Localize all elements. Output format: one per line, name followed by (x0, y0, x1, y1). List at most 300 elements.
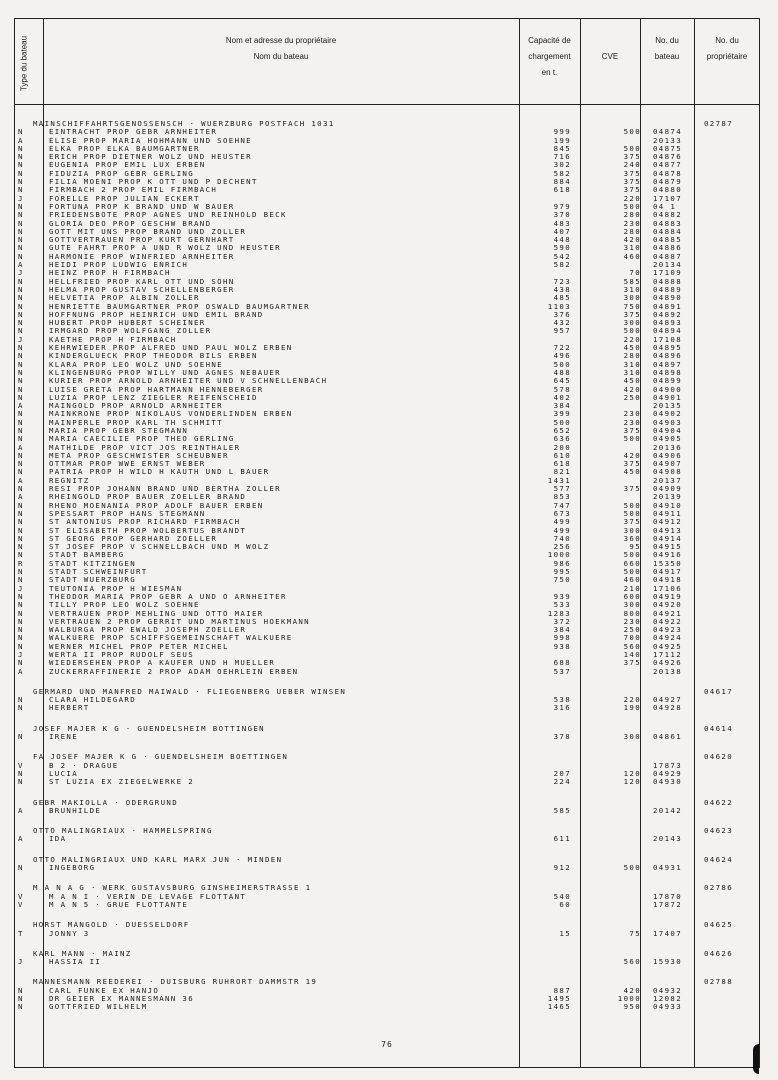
name-cell: MARIA CAECILIE PROP THEO GERLING (49, 434, 235, 444)
cve-cell: 375 (623, 185, 641, 195)
name-cell: HELMA PROP GUSTAV SCHELLENBERGER (49, 284, 235, 294)
capacity-cell: 747 (553, 500, 571, 510)
type-cell: N (18, 533, 24, 543)
cve-cell: 450 (623, 376, 641, 386)
cve-cell: 375 (623, 425, 641, 435)
owner-number-cell: 04617 (704, 686, 733, 696)
name-cell: B 2 · DRAGUE (49, 760, 119, 770)
name-cell: ST ELISABETH PROP WOLBERTUS BRANDT (49, 525, 247, 535)
cve-cell: 220 (623, 334, 641, 344)
capacity-cell: 200 (553, 442, 571, 452)
name-cell: M A N A G · WERK GUSTAVSBURG GINSHEIMERSTRASSE 1 (33, 883, 312, 893)
owner-number-cell: 02787 (704, 119, 733, 128)
cve-cell: 230 (623, 616, 641, 626)
name-cell: MAINGOLD PROP ARNOLD ARNHEITER (49, 401, 223, 411)
capacity-cell: 995 (553, 567, 571, 577)
type-cell: N (18, 226, 24, 236)
boat-number-cell: 04897 (653, 359, 682, 369)
boat-number-cell: 04905 (653, 434, 682, 444)
capacity-cell: 499 (553, 525, 571, 535)
name-cell: MATHILDE PROP VICT JOS REINTHALER (49, 442, 241, 452)
name-cell: MAINSCHIFFAHRTSGENOSSENSCH · WUERZBURG POSTFACH 1031 (33, 119, 335, 128)
boat-number-cell: 04875 (653, 143, 682, 153)
cve-cell: 420 (623, 384, 641, 394)
capacity-cell: 582 (553, 168, 571, 178)
header-owner (43, 33, 519, 65)
capacity-cell: 688 (553, 658, 571, 668)
name-cell: THEODOR MARIA PROP GEBR A UND O ARNHEITER (49, 591, 287, 601)
boat-number-cell: 04906 (653, 450, 682, 460)
capacity-cell: 884 (553, 177, 571, 187)
name-cell: STADT WUERZBURG (49, 575, 136, 585)
name-cell: FORTUNA PROP K BRAND UND W BAUER (49, 201, 235, 211)
type-cell: N (18, 695, 24, 705)
type-cell: N (18, 703, 24, 713)
name-cell: HORST MANGOLD · DUESSELDORF (33, 920, 190, 930)
capacity-cell: 645 (553, 376, 571, 386)
owner-row (15, 950, 759, 958)
boat-number-cell: 04900 (653, 384, 682, 394)
cve-cell: 560 (623, 641, 641, 651)
type-cell: N (18, 160, 24, 170)
type-cell: J (18, 650, 24, 659)
type-cell: N (18, 641, 24, 651)
boat-number-cell: 04874 (653, 127, 682, 137)
type-cell: N (18, 326, 24, 336)
boat-number-cell: 04920 (653, 600, 682, 610)
name-cell: INGEBORG (49, 863, 96, 873)
capacity-cell: 199 (553, 135, 571, 145)
type-cell: N (18, 417, 24, 427)
table-row (15, 668, 759, 676)
capacity-cell: 853 (553, 492, 571, 502)
type-cell: N (18, 500, 24, 510)
owner-row (15, 921, 759, 929)
capacity-cell: 485 (553, 293, 571, 303)
boat-number-cell: 04885 (653, 235, 682, 245)
name-cell: STADT SCHWEINFURT (49, 567, 148, 577)
type-cell: A (18, 834, 24, 844)
capacity-cell: 496 (553, 351, 571, 361)
cve-cell: 375 (623, 309, 641, 319)
owner-number-cell: 02786 (704, 883, 733, 893)
capacity-cell: 998 (553, 633, 571, 643)
name-cell: KEHRWIEDER PROP ALFRED UND PAUL WOLZ ERBEN (49, 343, 293, 353)
type-cell: N (18, 633, 24, 643)
boat-number-cell: 04932 (653, 985, 682, 995)
cve-cell: 210 (623, 583, 641, 593)
header-type: Type du bateau (19, 35, 29, 92)
capacity-cell: 384 (553, 625, 571, 635)
name-cell: WERNER MICHEL PROP PETER MICHEL (49, 641, 229, 651)
name-cell: DR GEIER EX MANNESMANN 36 (49, 994, 194, 1004)
capacity-cell: 673 (553, 508, 571, 518)
name-cell: GUTE FAHRT PROP A UND R WOLZ UND HEUSTER (49, 243, 281, 253)
cve-cell: 1000 (617, 994, 641, 1004)
cve-cell: 280 (623, 226, 641, 236)
boat-number-cell: 04861 (653, 732, 682, 742)
cve-cell: 220 (623, 695, 641, 705)
cve-cell: 375 (623, 168, 641, 178)
type-cell: N (18, 392, 24, 402)
type-cell: T (18, 928, 24, 938)
boat-number-cell: 04887 (653, 251, 682, 261)
cve-cell: 450 (623, 343, 641, 353)
type-cell: A (18, 260, 24, 270)
owner-number-cell: 04625 (704, 920, 733, 930)
capacity-cell: 407 (553, 226, 571, 236)
name-cell: EUGENIA PROP EMIL LUX ERBEN (49, 160, 206, 170)
owner-number-cell: 04622 (704, 797, 733, 807)
type-cell: N (18, 143, 24, 153)
name-cell: VERTRAUEN 2 PROP GERRIT UND MARTINUS HOEKMANN (49, 616, 310, 626)
cve-cell: 230 (623, 417, 641, 427)
cve-cell: 310 (623, 367, 641, 377)
header-capacity-line2: chargement (528, 52, 571, 61)
boat-number-cell: 04 1 (653, 201, 677, 211)
capacity-cell: 723 (553, 276, 571, 286)
name-cell: GERMARD UND MANFRED MAIWALD · FLIEGENBERG UEBER WINSEN (33, 686, 347, 696)
boat-number-cell: 04901 (653, 392, 682, 402)
boat-number-cell: 17109 (653, 268, 682, 278)
capacity-cell: 740 (553, 533, 571, 543)
cve-cell: 375 (623, 658, 641, 668)
header-cve: CVE (601, 52, 619, 61)
type-cell: J (18, 193, 24, 203)
type-cell: N (18, 276, 24, 286)
type-cell: N (18, 152, 24, 162)
boat-number-cell: 04876 (653, 152, 682, 162)
name-cell: OTTO MALINGRIAUX UND KARL MARX JUN · MINDEN (33, 854, 283, 864)
name-cell: HEINZ PROP H FIRMBACH (49, 268, 171, 278)
punch-hole-mark (753, 1044, 759, 1074)
cve-cell: 280 (623, 351, 641, 361)
capacity-cell: 578 (553, 384, 571, 394)
cve-cell: 280 (623, 210, 641, 220)
type-cell: N (18, 600, 24, 610)
type-cell: N (18, 550, 24, 560)
capacity-cell: 722 (553, 343, 571, 353)
type-cell: N (18, 658, 24, 668)
header-boat-line2: bateau (654, 52, 680, 61)
boat-number-cell: 17106 (653, 583, 682, 593)
type-cell: N (18, 293, 24, 303)
type-cell: N (18, 863, 24, 873)
name-cell: STADT KITZINGEN (49, 558, 136, 568)
boat-number-cell: 04904 (653, 425, 682, 435)
name-cell: WIEDERSEHEN PROP A KAUFER UND H MUELLER (49, 658, 276, 668)
type-cell: A (18, 492, 24, 502)
boat-number-cell: 04894 (653, 326, 682, 336)
capacity-cell: 537 (553, 666, 571, 676)
owner-row (15, 856, 759, 864)
capacity-cell: 533 (553, 600, 571, 610)
name-cell: FIDUZIA PROP GEBR GERLING (49, 168, 194, 178)
cve-cell: 420 (623, 450, 641, 460)
name-cell: GOTTVERTRAUEN PROP KURT GERNHART (49, 235, 235, 245)
type-cell: N (18, 459, 24, 469)
boat-number-cell: 04933 (653, 1002, 682, 1012)
capacity-cell: 224 (553, 777, 571, 787)
capacity-cell: 488 (553, 367, 571, 377)
boat-number-cell: 17107 (653, 193, 682, 203)
name-cell: PATRIA PROP H WILD H KAUTH UND L BAUER (49, 467, 270, 477)
cve-cell: 375 (623, 517, 641, 527)
row-spacer (15, 713, 759, 725)
boat-number-cell: 04923 (653, 625, 682, 635)
header-boat-no (640, 33, 694, 65)
capacity-cell: 577 (553, 484, 571, 494)
boat-number-cell: 20134 (653, 260, 682, 270)
cve-cell: 500 (623, 508, 641, 518)
boat-number-cell: 04929 (653, 768, 682, 778)
capacity-cell: 499 (553, 517, 571, 527)
type-cell: N (18, 218, 24, 228)
name-cell: META PROP GESCHWISTER SCHEUBNER (49, 450, 229, 460)
capacity-cell: 399 (553, 409, 571, 419)
name-cell: TEUTONIA PROP H WIESMAN (49, 583, 183, 593)
boat-number-cell: 04927 (653, 695, 682, 705)
name-cell: IDA (49, 834, 67, 844)
name-cell: HERBERT (49, 703, 90, 713)
boat-number-cell: 04884 (653, 226, 682, 236)
capacity-cell: 986 (553, 558, 571, 568)
boat-number-cell: 04915 (653, 542, 682, 552)
boat-number-cell: 15930 (653, 957, 682, 967)
type-cell: N (18, 985, 24, 995)
type-cell: V (18, 760, 24, 770)
capacity-cell: 432 (553, 318, 571, 328)
cve-cell: 420 (623, 985, 641, 995)
name-cell: MAINPERLE PROP KARL TH SCHMITT (49, 417, 223, 427)
header-capacity (519, 33, 580, 81)
type-cell: N (18, 185, 24, 195)
capacity-cell: 845 (553, 143, 571, 153)
name-cell: WERTA II PROP RUDOLF SEUS (49, 650, 194, 659)
name-cell: OTTMAR PROP WWE ERNST WEBER (49, 459, 206, 469)
table-frame (14, 18, 760, 1068)
boat-number-cell: 04909 (653, 484, 682, 494)
name-cell: MANNESMANN REEDEREI · DUISBURG RUHRORT DAMMSTR 19 (33, 977, 318, 987)
capacity-cell: 1103 (547, 301, 571, 311)
boat-number-cell: 04892 (653, 309, 682, 319)
table-row (15, 930, 759, 938)
boat-number-cell: 04916 (653, 550, 682, 560)
cve-cell: 230 (623, 409, 641, 419)
name-cell: ZUCKERRAFFINERIE 2 PROP ADAM OEHRLEIN ERBEN (49, 666, 299, 676)
capacity-cell: 376 (553, 309, 571, 319)
capacity-cell: 939 (553, 591, 571, 601)
header-capacity-line1: Capacité de (528, 36, 571, 45)
type-cell: N (18, 542, 24, 552)
boat-number-cell: 04919 (653, 591, 682, 601)
capacity-cell: 256 (553, 542, 571, 552)
name-cell: GEBR MAKIOLLA · ODERGRUND (33, 797, 178, 807)
type-cell: N (18, 517, 24, 527)
type-cell: A (18, 475, 24, 485)
boat-number-cell: 04893 (653, 318, 682, 328)
boat-number-cell: 04921 (653, 608, 682, 618)
type-cell: N (18, 177, 24, 187)
row-spacer (15, 844, 759, 856)
type-cell: N (18, 359, 24, 369)
type-cell: A (18, 401, 24, 411)
cve-cell: 70 (629, 268, 641, 278)
cve-cell: 500 (623, 326, 641, 336)
capacity-cell: 370 (553, 210, 571, 220)
type-cell: J (18, 334, 24, 344)
capacity-cell: 887 (553, 985, 571, 995)
capacity-cell: 302 (553, 160, 571, 170)
cve-cell: 375 (623, 484, 641, 494)
boat-number-cell: 04912 (653, 517, 682, 527)
name-cell: IRMGARD PROP WOLFGANG ZOLLER (49, 326, 212, 336)
header-owner-line2: Nom du bateau (253, 52, 309, 61)
name-cell: ST JOSEF PROP V SCHNELLBACH UND M WOLZ (49, 542, 270, 552)
name-cell: MAINKRONE PROP NIKOLAUS VONDERLINDEN ERBEN (49, 409, 293, 419)
table-row (15, 468, 759, 476)
boat-number-cell: 04903 (653, 417, 682, 427)
capacity-cell: 542 (553, 251, 571, 261)
capacity-cell: 585 (553, 805, 571, 815)
boat-number-cell: 04917 (653, 567, 682, 577)
type-cell: N (18, 591, 24, 601)
capacity-cell: 1495 (547, 994, 571, 1004)
owner-number-cell: 04623 (704, 826, 733, 836)
boat-number-cell: 04918 (653, 575, 682, 585)
name-cell: KLARA PROP LEO WOLZ UND SOEHNE (49, 359, 223, 369)
type-cell: N (18, 384, 24, 394)
table-row (15, 1003, 759, 1011)
name-cell: M A N I · VERIN DE LEVAGE FLOTTANT (49, 891, 247, 901)
capacity-cell: 618 (553, 185, 571, 195)
capacity-cell: 821 (553, 467, 571, 477)
capacity-cell: 1465 (547, 1002, 571, 1012)
table-row (15, 762, 759, 770)
name-cell: FORELLE PROP JULIAN ECKERT (49, 193, 200, 203)
capacity-cell: 957 (553, 326, 571, 336)
boat-number-cell: 20142 (653, 805, 682, 815)
cve-cell: 250 (623, 625, 641, 635)
owner-number-cell: 02788 (704, 977, 733, 987)
owner-number-cell: 04626 (704, 948, 733, 958)
type-cell: N (18, 210, 24, 220)
type-cell: N (18, 777, 24, 787)
boat-number-cell: 20137 (653, 475, 682, 485)
capacity-cell: 500 (553, 417, 571, 427)
capacity-cell: 979 (553, 201, 571, 211)
name-cell: HARMONIE PROP WINFRIED ARNHEITER (49, 251, 235, 261)
cve-cell: 375 (623, 177, 641, 187)
table-row (15, 958, 759, 966)
type-cell: N (18, 616, 24, 626)
type-cell: N (18, 567, 24, 577)
boat-number-cell: 04882 (653, 210, 682, 220)
type-cell: N (18, 301, 24, 311)
boat-number-cell: 04928 (653, 703, 682, 713)
table-row (15, 778, 759, 786)
boat-number-cell: 04879 (653, 177, 682, 187)
capacity-cell: 500 (553, 359, 571, 369)
name-cell: KLINGENBURG PROP WILLY UND AGNES NEBAUER (49, 367, 281, 377)
capacity-cell: 372 (553, 616, 571, 626)
name-cell: STADT BAMBERG (49, 550, 125, 560)
boat-number-cell: 20143 (653, 834, 682, 844)
capacity-cell: 938 (553, 641, 571, 651)
type-cell: N (18, 168, 24, 178)
type-cell: N (18, 484, 24, 494)
cve-cell: 310 (623, 359, 641, 369)
cve-cell: 600 (623, 591, 641, 601)
boat-number-cell: 04907 (653, 459, 682, 469)
type-cell: N (18, 768, 24, 778)
owner-number-cell: 04624 (704, 854, 733, 864)
boat-number-cell: 20139 (653, 492, 682, 502)
cve-cell: 310 (623, 243, 641, 253)
boat-number-cell: 04883 (653, 218, 682, 228)
type-cell: A (18, 805, 24, 815)
owner-row (15, 753, 759, 761)
capacity-cell: 384 (553, 401, 571, 411)
boat-number-cell: 04880 (653, 185, 682, 195)
cve-cell: 300 (623, 525, 641, 535)
boat-number-cell: 04896 (653, 351, 682, 361)
name-cell: KAETHE PROP H FIRMBACH (49, 334, 177, 344)
type-cell: N (18, 251, 24, 261)
name-cell: KINDERGLUECK PROP THEODOR BILS ERBEN (49, 351, 258, 361)
name-cell: KARL MANN · MAINZ (33, 948, 132, 958)
name-cell: HENRIETTE BAUMGARTNER PROP OSWALD BAUMGARTNER (49, 301, 310, 311)
name-cell: RHENO MOENANIA PROP ADOLF BAUER ERBEN (49, 500, 264, 510)
type-cell: V (18, 899, 24, 909)
name-cell: LUISE GRETA PROP HARTMANN HENNEBERGER (49, 384, 264, 394)
type-cell: N (18, 343, 24, 353)
type-cell: N (18, 127, 24, 137)
type-cell: N (18, 508, 24, 518)
type-cell: N (18, 243, 24, 253)
boat-number-cell: 04898 (653, 367, 682, 377)
name-cell: CLARA HILDEGARD (49, 695, 136, 705)
type-cell: A (18, 135, 24, 145)
capacity-cell: 1431 (547, 475, 571, 485)
type-cell: N (18, 284, 24, 294)
name-cell: HEIDI PROP LUDWIG ENRICH (49, 260, 189, 270)
capacity-cell: 1000 (547, 550, 571, 560)
boat-number-cell: 20135 (653, 401, 682, 411)
boat-number-cell: 04931 (653, 863, 682, 873)
name-cell: ST ANTONIUS PROP RICHARD FIRMBACH (49, 517, 241, 527)
name-cell: ST GEORG PROP GERHARD ZOELLER (49, 533, 218, 543)
cve-cell: 420 (623, 235, 641, 245)
cve-cell: 500 (623, 201, 641, 211)
header-boat-line1: No. du (655, 36, 679, 45)
owner-row (15, 827, 759, 835)
boat-number-cell: 17873 (653, 760, 682, 770)
type-cell: N (18, 732, 24, 742)
cve-cell: 375 (623, 152, 641, 162)
type-cell: N (18, 608, 24, 618)
boat-number-cell: 04926 (653, 658, 682, 668)
table-row (15, 807, 759, 815)
type-cell: A (18, 666, 24, 676)
boat-number-cell: 20136 (653, 442, 682, 452)
boat-number-cell: 04895 (653, 343, 682, 353)
cve-cell: 300 (623, 318, 641, 328)
header-owner-no (694, 33, 760, 65)
boat-number-cell: 17112 (653, 650, 682, 659)
boat-number-cell: 04910 (653, 500, 682, 510)
cve-cell: 500 (623, 567, 641, 577)
